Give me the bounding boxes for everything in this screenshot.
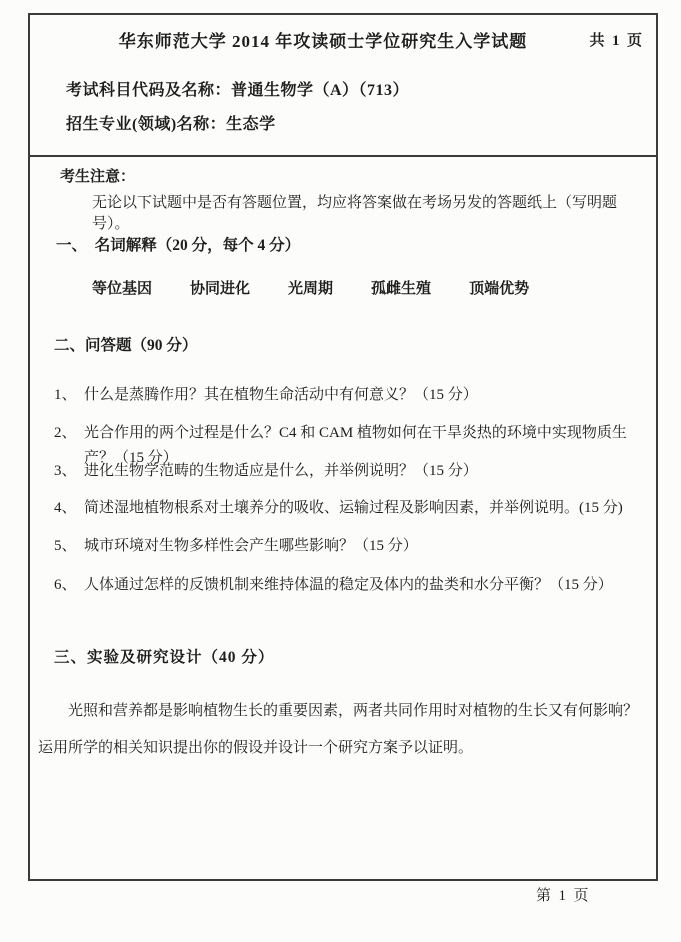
- section3-body: 光照和营养都是影响植物生长的重要因素，两者共同作用时对植物的生长又有何影响？运用所学的相关知识提出你的假设并设计一个研究方案予以证明。: [38, 703, 639, 756]
- question-text: 光合作用的两个过程是什么？C4 和 CAM 植物如何在干旱炎热的环境中实现物质生产？（15 分）: [84, 425, 627, 466]
- question-text: 城市环境对生物多样性会产生哪些影响？（15 分）: [84, 538, 418, 554]
- question-item: [54, 534, 648, 559]
- question-text: 人体通过怎样的反馈机制来维持体温的稳定及体内的盐类和水分平衡？（15 分）: [84, 577, 613, 593]
- section2-heading: 二、问答题（90 分）: [54, 337, 198, 354]
- question-number: 4、: [54, 500, 77, 516]
- question-number: 6、: [54, 577, 77, 593]
- term-item: 孤雌生殖: [371, 281, 432, 297]
- question-number: 5、: [54, 538, 77, 554]
- notice-heading: 考生注意：: [60, 169, 136, 185]
- question-item: [54, 383, 648, 408]
- question-item: [54, 573, 648, 598]
- total-pages-label: 共 1 页: [589, 33, 642, 49]
- header-divider-rule: [29, 155, 657, 157]
- subject-code-line: 考试科目代码及名称：普通生物学（A）（713）: [66, 82, 410, 99]
- question-number: 2、: [54, 425, 77, 441]
- question-item: [54, 496, 648, 521]
- question-text: 进化生物学范畴的生物适应是什么，并举例说明？（15 分）: [84, 463, 478, 479]
- term-item: 等位基因: [92, 281, 153, 297]
- section1-heading: 一、 名词解释（20 分，每个 4 分）: [56, 237, 301, 254]
- question-number: 3、: [54, 463, 77, 479]
- exam-border-box: [28, 13, 658, 881]
- term-item: 顶端优势: [469, 281, 530, 297]
- major-field-line: 招生专业(领域)名称：生态学: [66, 116, 276, 133]
- notice-body: 无论以下试题中是否有答题位置，均应将答案做在考场另发的答题纸上（写明题号）。: [92, 195, 618, 232]
- question-number: 1、: [54, 387, 77, 403]
- question-text: 什么是蒸腾作用？其在植物生命活动中有何意义？（15 分）: [84, 387, 478, 403]
- section3-heading: 三、实验及研究设计（40 分）: [54, 649, 275, 666]
- question-item: [54, 459, 648, 484]
- term-item: 光周期: [288, 281, 334, 297]
- terms-row: [92, 277, 646, 298]
- term-item: 协同进化: [190, 281, 251, 297]
- page-number-footer: 第 1 页: [536, 888, 589, 904]
- question-text: 简述湿地植物根系对土壤养分的吸收、运输过程及影响因素，并举例说明。(15 分): [84, 500, 623, 516]
- exam-title: 华东师范大学 2014 年攻读硕士学位研究生入学试题: [118, 32, 528, 51]
